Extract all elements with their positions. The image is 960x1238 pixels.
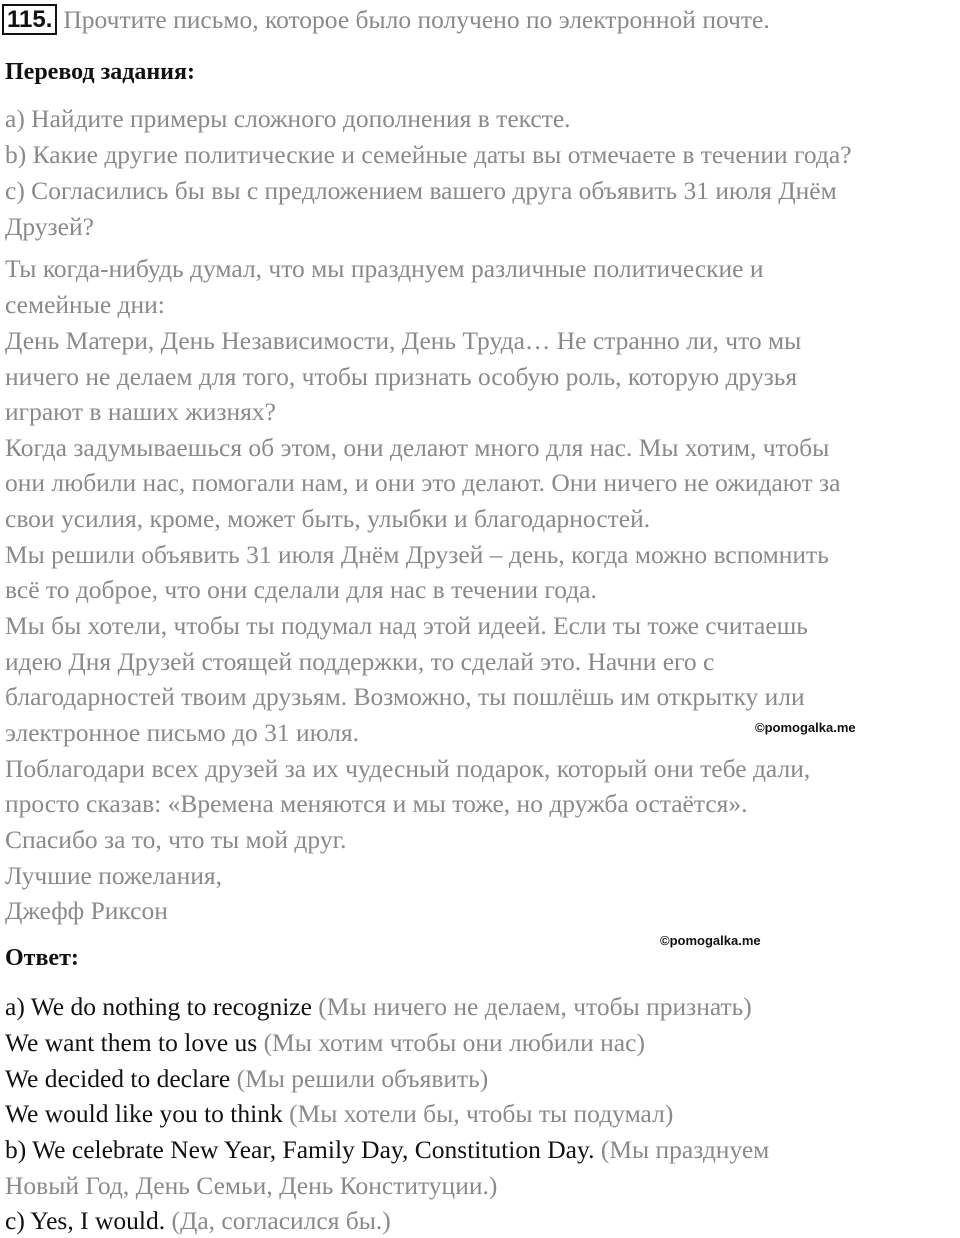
letter-line: Поблагодари всех друзей за их чудесный подарок, который они тебе дали, xyxy=(5,754,811,783)
answer-line xyxy=(5,992,752,1022)
answer-line xyxy=(5,1206,391,1236)
letter-line: ничего не делаем для того, чтобы признать особую роль, которую друзья xyxy=(5,362,798,391)
answer-heading: Ответ: xyxy=(5,945,79,971)
exercise-instruction: Прочтите письмо, которое было получено по электронной почте. xyxy=(63,5,770,34)
letter-line: просто сказав: «Времена меняются и мы тоже, но дружба остаётся». xyxy=(5,789,748,818)
letter-line: Ты когда-нибудь думал, что мы празднуем различные политические и xyxy=(5,254,764,283)
task-line: a) Найдите примеры сложного дополнения в тексте. xyxy=(5,104,571,133)
translation-heading: Перевод задания: xyxy=(5,59,195,85)
letter-line: Мы бы хотели, чтобы ты подумал над этой идеей. Если ты тоже считаешь xyxy=(5,611,808,640)
letter-line: Когда задумываешься об этом, они делают много для нас. Мы хотим, чтобы xyxy=(5,433,830,462)
answer-line xyxy=(5,1099,673,1129)
answer-russian: (Мы решили объявить) xyxy=(230,1064,489,1093)
answer-english: We decided to declare xyxy=(5,1064,231,1093)
watermark: ©pomogalka.me xyxy=(755,720,856,735)
letter-line: Джефф Риксон xyxy=(5,896,168,925)
answer-english: We want them to love us xyxy=(5,1028,258,1057)
task-line: c) Согласились бы вы с предложением вашего друга объявить 31 июля Днём xyxy=(5,176,837,205)
answer-russian: (Да, согласился бы.) xyxy=(165,1206,391,1235)
answer-english: b) We celebrate New Year, Family Day, Constitution Day. xyxy=(5,1135,595,1164)
answer-line xyxy=(5,1171,497,1201)
letter-line: они любили нас, помогали нам, и они это делают. Они ничего не ожидают за xyxy=(5,468,841,497)
answer-russian: (Мы хотели бы, чтобы ты подумал) xyxy=(282,1099,674,1128)
watermark: ©pomogalka.me xyxy=(660,933,761,948)
answer-english: a) We do nothing to recognize xyxy=(5,992,312,1021)
answer-english: c) Yes, I would. xyxy=(5,1206,166,1235)
answer-russian: (Мы празднуем xyxy=(594,1135,770,1164)
answer-russian: Новый Год, День Семьи, День Конституции.) xyxy=(5,1171,498,1200)
letter-line: играют в наших жизнях? xyxy=(5,397,276,426)
answer-line xyxy=(5,1028,645,1058)
exercise-number: 115. xyxy=(2,4,57,35)
letter-line: свои усилия, кроме, может быть, улыбки и благодарностей. xyxy=(5,504,651,533)
letter-line: благодарностей твоим друзьям. Возможно, ты пошлёшь им открытку или xyxy=(5,682,805,711)
answer-russian: (Мы хотим чтобы они любили нас) xyxy=(257,1028,645,1057)
answer-line xyxy=(5,1135,769,1165)
task-line: b) Какие другие политические и семейные даты вы отмечаете в течении года? xyxy=(5,140,852,169)
answer-english: We would like you to think xyxy=(5,1099,283,1128)
letter-line: День Матери, День Независимости, День Труда… Не странно ли, что мы xyxy=(5,326,802,355)
letter-line: всё то доброе, что они сделали для нас в течении года. xyxy=(5,575,597,604)
task-line: Друзей? xyxy=(5,212,94,241)
letter-line: Лучшие пожелания, xyxy=(5,861,223,890)
letter-line: идею Дня Друзей стоящей поддержки, то сделай это. Начни его с xyxy=(5,647,715,676)
letter-line: электронное письмо до 31 июля. xyxy=(5,718,359,747)
letter-line: Спасибо за то, что ты мой друг. xyxy=(5,825,347,854)
letter-line: Мы решили объявить 31 июля Днём Друзей – день, когда можно вспомнить xyxy=(5,540,829,569)
answer-russian: (Мы ничего не делаем, чтобы признать) xyxy=(311,992,752,1021)
exercise-header xyxy=(2,4,770,40)
answer-line xyxy=(5,1064,488,1094)
letter-line: семейные дни: xyxy=(5,290,165,319)
